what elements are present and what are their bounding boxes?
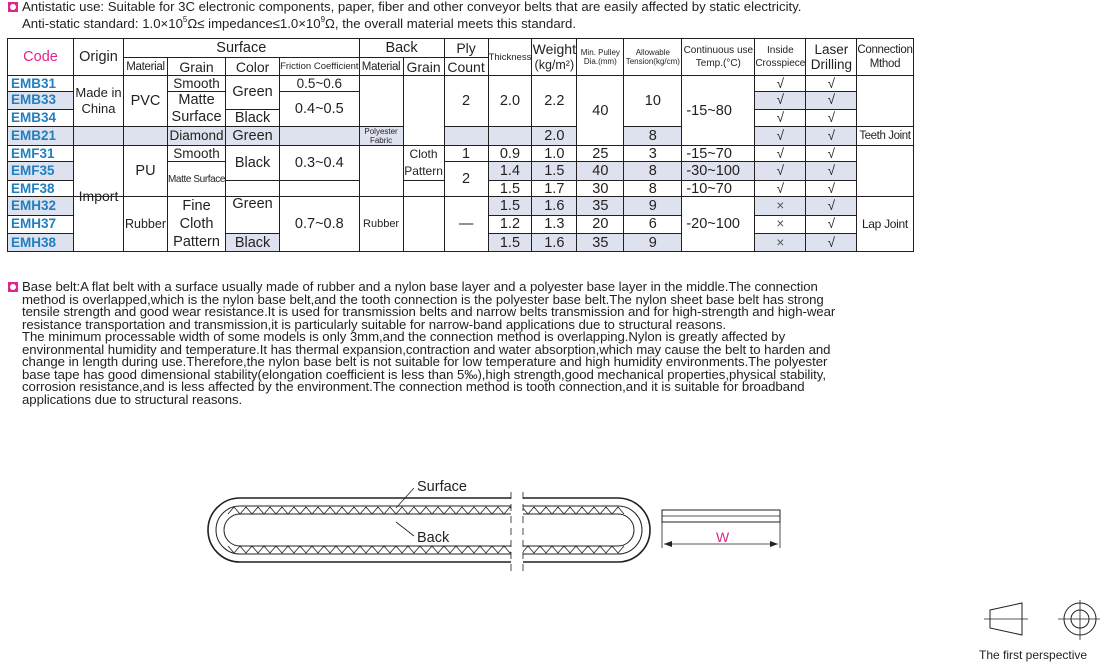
thickness-cell: 1.2 xyxy=(488,215,532,233)
pulley-cell: 40 xyxy=(577,162,624,181)
tension-cell: 9 xyxy=(624,197,682,215)
code-cell: EMF35 xyxy=(8,162,74,181)
header-laser: Laser Drilling xyxy=(806,39,857,76)
weight-cell: 1.3 xyxy=(532,215,577,233)
code-cell: EMB31 xyxy=(8,76,74,92)
thickness-cell: 0.9 xyxy=(488,146,532,162)
color-cell: Black xyxy=(226,234,280,252)
table-row xyxy=(8,146,914,162)
ply-cell: 2 xyxy=(444,162,488,197)
tension-cell: 8 xyxy=(624,162,682,181)
back-grain-cell xyxy=(403,76,444,146)
origin-cell xyxy=(74,127,124,146)
header-weight: Weight (kg/m²) xyxy=(532,39,577,76)
thickness-cell: 1.5 xyxy=(488,234,532,252)
pulley-cell: 25 xyxy=(577,146,624,162)
material-cell: Rubber xyxy=(124,197,168,252)
header-ply: Ply xyxy=(444,39,488,58)
bullet-icon xyxy=(8,2,18,12)
code-cell: EMF38 xyxy=(8,181,74,197)
header-thickness: Thickness xyxy=(488,39,532,76)
tension-cell: 9 xyxy=(624,234,682,252)
code-cell: EMB33 xyxy=(8,92,74,110)
friction-cell xyxy=(280,127,360,146)
ply-cell: 2 xyxy=(444,76,488,127)
connection-cell xyxy=(857,146,913,197)
grain-cell: Matte Surface xyxy=(168,92,226,127)
code-cell: EMH37 xyxy=(8,215,74,233)
header-origin: Origin xyxy=(74,39,124,76)
antistatic-line2: Anti-static standard: $1.0\times 10^5\Omega\le$ $impedance\le 1.0\times 10^9\Omega$, the overall material meets this standard. xyxy=(22,14,577,31)
connection-cell: Teeth Joint xyxy=(857,127,913,146)
pulley-cell: 40 xyxy=(577,76,624,146)
pulley-cell: 35 xyxy=(577,197,624,215)
header-friction: Friction Coefficient xyxy=(280,58,360,76)
inside-cell: √ xyxy=(755,181,806,197)
inside-cell: √ xyxy=(755,109,806,127)
header-connection: Connection Mthod xyxy=(857,39,913,76)
table-row xyxy=(8,76,914,92)
material-cell: PU xyxy=(124,146,168,197)
header-grain: Grain xyxy=(168,58,226,76)
weight-cell: 1.7 xyxy=(532,181,577,197)
ply-cell: — xyxy=(444,197,488,252)
tension-cell: 6 xyxy=(624,215,682,233)
base-belt-description xyxy=(8,281,1108,406)
back-material-cell: Polyester Fabric xyxy=(359,127,403,146)
temp-cell: -10~70 xyxy=(682,181,755,197)
code-cell: EMB34 xyxy=(8,109,74,127)
perspective-label: The first perspective xyxy=(979,648,1088,662)
color-cell: Green xyxy=(226,76,280,110)
origin-cell: Made in China xyxy=(74,76,124,127)
tension-cell: 10 xyxy=(624,76,682,127)
back-material-cell xyxy=(359,146,403,197)
inside-cell: × xyxy=(755,215,806,233)
friction-cell xyxy=(280,181,360,197)
laser-cell: √ xyxy=(806,162,857,181)
inside-cell: √ xyxy=(755,146,806,162)
weight-cell: 2.0 xyxy=(532,127,577,146)
laser-cell: √ xyxy=(806,234,857,252)
inside-cell: √ xyxy=(755,76,806,92)
width-label: W xyxy=(716,529,730,545)
connection-cell xyxy=(857,76,913,127)
pulley-cell: 35 xyxy=(577,234,624,252)
grain-cell: Diamond xyxy=(168,127,226,146)
header-ply-count: Count xyxy=(444,58,488,76)
header-code: Code xyxy=(8,39,74,76)
code-cell: EMH32 xyxy=(8,197,74,215)
material-cell: PVC xyxy=(124,76,168,127)
ply-cell xyxy=(444,127,488,146)
laser-cell: √ xyxy=(806,92,857,110)
connection-cell: Lap Joint xyxy=(857,197,913,252)
friction-cell: 0.3~0.4 xyxy=(280,146,360,181)
back-material-cell xyxy=(359,76,403,127)
header-inside: Inside Crosspiece xyxy=(755,39,806,76)
color-cell: Green xyxy=(226,197,280,234)
inside-cell: √ xyxy=(755,127,806,146)
header-back: Back xyxy=(359,39,444,58)
thickness-cell: 2.0 xyxy=(488,76,532,127)
laser-cell: √ xyxy=(806,181,857,197)
grain-cell: Matte Surface xyxy=(168,162,226,197)
friction-cell: 0.4~0.5 xyxy=(280,92,360,127)
color-cell xyxy=(226,181,280,197)
laser-cell: √ xyxy=(806,109,857,127)
back-material-cell: Rubber xyxy=(359,197,403,252)
color-cell: Black xyxy=(226,109,280,127)
laser-cell: √ xyxy=(806,197,857,215)
table-row xyxy=(8,127,914,146)
temp-cell: -20~100 xyxy=(682,197,755,252)
pulley-cell: 20 xyxy=(577,215,624,233)
weight-cell: 1.5 xyxy=(532,162,577,181)
temp-cell: -15~80 xyxy=(682,76,755,146)
thickness-cell xyxy=(488,127,532,146)
thickness-cell: 1.4 xyxy=(488,162,532,181)
first-angle-projection-icon xyxy=(984,600,1100,644)
origin-cell: Import xyxy=(74,197,124,252)
laser-cell: √ xyxy=(806,76,857,92)
inside-cell: × xyxy=(755,197,806,215)
laser-cell: √ xyxy=(806,215,857,233)
ply-cell: 1 xyxy=(444,146,488,162)
grain-cell: Smooth xyxy=(168,76,226,92)
surface-label: Surface xyxy=(417,479,467,495)
antistatic-line1: Antistatic use: Suitable for 3C electronic components, paper, fiber and other conveyor belts that are easily affected by static electricity. xyxy=(22,0,802,14)
description-text: Base belt:A flat belt with a surface usually made of rubber and a nylon base layer and a polyester base layer in the middle.The connection method is overlapped,which is the nylon base belt,and the tooth connection is the polyester base belt.The nylon sheet base belt has strong tensile strength and good wear resistance.It is used for transmission belts and narrow belts transmission and for high-strength and high-wear resistance transportation and transmission,it is particularly suitable for narrow-band applications due to structural reasons. The minimum processable width of some models is only 3mm,and the connection method is overlapping.Nylon is greatly affected by environmental humidity and temperature.It has thermal expansion,contraction and water absorption,which may cause the belt to harden and change in length during use.Therefore,the nylon base belt is not suitable for low temperature and high humidity environments.The polyester base tape has good dimensional stability(elongation coefficient is less than 5‰),high strength,good mechanical properties,physical stability, corrosion resistance,and is less affected by the environment.The connection method is tooth connection,and it is suitable for broadband applications due to structural reasons. xyxy=(22,279,836,407)
friction-cell: 0.5~0.6 xyxy=(280,76,360,92)
thickness-cell: 1.5 xyxy=(488,197,532,215)
header-allowable: Allowable Tension(kg/cm) xyxy=(624,39,682,76)
inside-cell: √ xyxy=(755,92,806,110)
code-cell: EMH38 xyxy=(8,234,74,252)
code-cell: EMB21 xyxy=(8,127,74,146)
temp-cell: -15~70 xyxy=(682,146,755,162)
spec-table xyxy=(7,38,914,252)
weight-cell: 1.0 xyxy=(532,146,577,162)
back-label: Back xyxy=(417,530,450,546)
laser-cell: √ xyxy=(806,127,857,146)
tension-cell: 8 xyxy=(624,181,682,197)
header-continuous: Continuous use Temp.(°C) xyxy=(682,39,755,76)
friction-cell: 0.7~0.8 xyxy=(280,197,360,252)
grain-cell: Fine Cloth Pattern xyxy=(168,197,226,252)
header-surface: Surface xyxy=(124,39,360,58)
weight-cell: 1.6 xyxy=(532,234,577,252)
header-material: Material xyxy=(124,58,168,76)
thickness-cell: 1.5 xyxy=(488,181,532,197)
table-row xyxy=(8,197,914,215)
pulley-cell: 30 xyxy=(577,181,624,197)
back-grain-cell: Cloth Pattern xyxy=(403,146,444,181)
weight-cell: 2.2 xyxy=(532,76,577,127)
weight-cell: 1.6 xyxy=(532,197,577,215)
header-back-grain: Grain xyxy=(403,58,444,76)
tension-cell: 8 xyxy=(624,127,682,146)
header-color: Color xyxy=(226,58,280,76)
inside-cell: × xyxy=(755,234,806,252)
back-grain-cell xyxy=(403,197,444,252)
header-back-material: Material xyxy=(359,58,403,76)
temp-cell: -30~100 xyxy=(682,162,755,181)
code-cell: EMF31 xyxy=(8,146,74,162)
header-min-pulley: Min. Pulley Dia.(mm) xyxy=(577,39,624,76)
antistatic-note xyxy=(8,1,801,30)
laser-cell: √ xyxy=(806,146,857,162)
tension-cell: 3 xyxy=(624,146,682,162)
belt-diagram xyxy=(200,470,760,590)
grain-cell: Smooth xyxy=(168,146,226,162)
inside-cell: √ xyxy=(755,162,806,181)
bullet-icon xyxy=(8,282,18,292)
color-cell: Green xyxy=(226,127,280,146)
back-grain-cell xyxy=(403,181,444,197)
color-cell: Black xyxy=(226,146,280,181)
material-cell xyxy=(124,127,168,146)
